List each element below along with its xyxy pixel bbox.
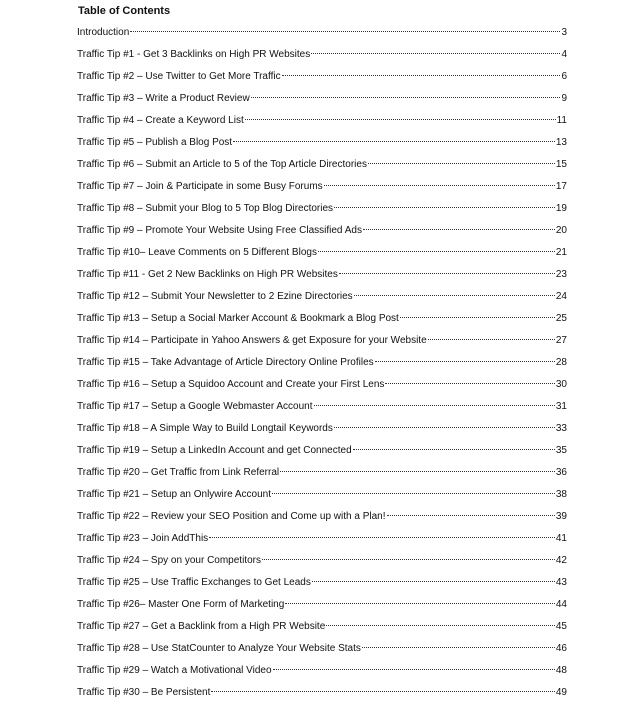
toc-entry[interactable] — [77, 464, 567, 486]
dot-leader — [282, 75, 561, 76]
toc-entry-title[interactable]: Traffic Tip #6 – Submit an Article to 5 of the Top Article Directories — [77, 159, 367, 170]
toc-entry-page-number[interactable]: 25 — [555, 313, 567, 324]
toc-entry-title[interactable]: Traffic Tip #12 – Submit Your Newsletter to 2 Ezine Directories — [77, 291, 353, 302]
toc-entry-page-number[interactable]: 11 — [556, 115, 567, 126]
toc-entry[interactable] — [77, 200, 567, 222]
dot-leader — [354, 295, 555, 296]
toc-entry-title[interactable]: Traffic Tip #13 – Setup a Social Marker Account & Bookmark a Blog Post — [77, 313, 399, 324]
toc-entry-title[interactable]: Traffic Tip #23 – Join AddThis — [77, 533, 209, 544]
dot-leader — [209, 537, 555, 538]
dot-leader — [353, 449, 555, 450]
toc-entry-title[interactable]: Traffic Tip #4 – Create a Keyword List — [77, 115, 244, 126]
toc-entry-page-number[interactable]: 21 — [555, 247, 567, 258]
toc-list — [77, 24, 567, 706]
dot-leader — [385, 383, 554, 384]
toc-entry[interactable] — [77, 684, 567, 706]
dot-leader — [262, 559, 555, 560]
toc-entry[interactable] — [77, 310, 567, 332]
toc-entry[interactable] — [77, 112, 567, 134]
toc-entry-title[interactable]: Traffic Tip #7 – Join & Participate in some Busy Forums — [77, 181, 323, 192]
dot-leader — [285, 603, 555, 604]
toc-entry-page-number[interactable]: 49 — [555, 687, 567, 698]
dot-leader — [311, 53, 560, 54]
toc-entry-page-number[interactable]: 36 — [555, 467, 567, 478]
toc-entry-page-number[interactable]: 17 — [555, 181, 567, 192]
dot-leader — [375, 361, 555, 362]
toc-entry[interactable] — [77, 486, 567, 508]
toc-entry-page-number[interactable]: 41 — [555, 533, 567, 544]
toc-entry-page-number[interactable]: 3 — [561, 27, 567, 38]
toc-entry-title[interactable]: Traffic Tip #2 – Use Twitter to Get More Traffic — [77, 71, 281, 82]
dot-leader — [312, 581, 555, 582]
toc-entry-page-number[interactable]: 33 — [555, 423, 567, 434]
toc-entry-title[interactable]: Traffic Tip #17 – Setup a Google Webmaster Account — [77, 401, 313, 412]
dot-leader — [362, 647, 555, 648]
toc-entry-page-number[interactable]: 13 — [555, 137, 567, 148]
toc-entry[interactable] — [77, 24, 567, 46]
dot-leader — [387, 515, 555, 516]
dot-leader — [280, 471, 555, 472]
dot-leader — [130, 31, 560, 32]
toc-entry-page-number[interactable]: 4 — [561, 49, 567, 60]
toc-entry[interactable] — [77, 178, 567, 200]
toc-entry[interactable] — [77, 354, 567, 376]
toc-entry-title[interactable]: Traffic Tip #16 – Setup a Squidoo Account and Create your First Lens — [77, 379, 385, 390]
toc-entry-page-number[interactable]: 27 — [555, 335, 567, 346]
toc-entry[interactable] — [77, 442, 567, 464]
toc-entry[interactable] — [77, 508, 567, 530]
toc-entry-page-number[interactable]: 15 — [555, 159, 567, 170]
dot-leader — [324, 185, 555, 186]
toc-entry-title[interactable]: Traffic Tip #22 – Review your SEO Position and Come up with a Plan! — [77, 511, 386, 522]
page-title: Table of Contents — [78, 5, 171, 17]
toc-entry-page-number[interactable]: 19 — [555, 203, 567, 214]
toc-entry-page-number[interactable]: 43 — [555, 577, 567, 588]
dot-leader — [251, 97, 561, 98]
toc-entry-title[interactable]: Traffic Tip #27 – Get a Backlink from a High PR Website — [77, 621, 326, 632]
toc-entry-title[interactable]: Traffic Tip #26– Master One Form of Marketing — [77, 599, 285, 610]
toc-entry-title[interactable]: Traffic Tip #30 – Be Persistent — [77, 687, 211, 698]
toc-entry-page-number[interactable]: 42 — [555, 555, 567, 566]
toc-entry-page-number[interactable]: 28 — [555, 357, 567, 368]
toc-entry-page-number[interactable]: 20 — [555, 225, 567, 236]
toc-entry-page-number[interactable]: 35 — [555, 445, 567, 456]
dot-leader — [273, 669, 555, 670]
toc-entry[interactable] — [77, 420, 567, 442]
toc-entry-page-number[interactable]: 23 — [555, 269, 567, 280]
toc-entry[interactable] — [77, 618, 567, 640]
toc-entry-page-number[interactable]: 44 — [555, 599, 567, 610]
toc-entry-page-number[interactable]: 39 — [555, 511, 567, 522]
toc-entry-title[interactable]: Introduction — [77, 27, 130, 38]
toc-entry-page-number[interactable]: 45 — [555, 621, 567, 632]
toc-entry-title[interactable]: Traffic Tip #20 – Get Traffic from Link Referral — [77, 467, 280, 478]
toc-entry[interactable] — [77, 574, 567, 596]
toc-entry[interactable] — [77, 90, 567, 112]
toc-entry-title[interactable]: Traffic Tip #25 – Use Traffic Exchanges to Get Leads — [77, 577, 311, 588]
toc-entry-page-number[interactable]: 24 — [555, 291, 567, 302]
toc-entry-page-number[interactable]: 31 — [555, 401, 567, 412]
dot-leader — [339, 273, 555, 274]
toc-entry[interactable] — [77, 266, 567, 288]
toc-entry-page-number[interactable]: 46 — [555, 643, 567, 654]
toc-entry-title[interactable]: Traffic Tip #14 – Participate in Yahoo Answers & get Exposure for your Website — [77, 335, 427, 346]
dot-leader — [326, 625, 555, 626]
toc-entry-title[interactable]: Traffic Tip #11 - Get 2 New Backlinks on High PR Websites — [77, 269, 338, 280]
toc-entry[interactable] — [77, 222, 567, 244]
dot-leader — [245, 119, 556, 120]
toc-entry[interactable] — [77, 398, 567, 420]
toc-entry-title[interactable]: Traffic Tip #8 – Submit your Blog to 5 Top Blog Directories — [77, 203, 334, 214]
toc-entry[interactable] — [77, 134, 567, 156]
toc-entry[interactable] — [77, 530, 567, 552]
toc-entry[interactable] — [77, 156, 567, 178]
toc-entry-title[interactable]: Traffic Tip #24 – Spy on your Competitors — [77, 555, 261, 566]
toc-entry[interactable] — [77, 662, 567, 684]
dot-leader — [334, 207, 555, 208]
toc-entry-title[interactable]: Traffic Tip #28 – Use StatCounter to Analyze Your Website Stats — [77, 643, 361, 654]
dot-leader — [272, 493, 555, 494]
dot-leader — [211, 691, 554, 692]
toc-entry-title[interactable]: Traffic Tip #10– Leave Comments on 5 Different Blogs — [77, 247, 317, 258]
dot-leader — [368, 163, 555, 164]
toc-entry-title[interactable]: Traffic Tip #19 – Setup a LinkedIn Account and get Connected — [77, 445, 352, 456]
toc-entry-page-number[interactable]: 30 — [555, 379, 567, 390]
dot-leader — [334, 427, 555, 428]
toc-entry-page-number[interactable]: 38 — [555, 489, 567, 500]
toc-entry-title[interactable]: Traffic Tip #29 – Watch a Motivational Video — [77, 665, 272, 676]
dot-leader — [363, 229, 555, 230]
toc-entry[interactable] — [77, 244, 567, 266]
toc-entry[interactable] — [77, 596, 567, 618]
toc-entry-page-number[interactable]: 48 — [555, 665, 567, 676]
toc-entry-page-number[interactable]: 9 — [561, 93, 567, 104]
dot-leader — [428, 339, 555, 340]
toc-entry[interactable] — [77, 46, 567, 68]
toc-entry-title[interactable]: Traffic Tip #1 - Get 3 Backlinks on High PR Websites — [77, 49, 311, 60]
toc-entry-title[interactable]: Traffic Tip #9 – Promote Your Website Using Free Classified Ads — [77, 225, 362, 236]
dot-leader — [314, 405, 555, 406]
dot-leader — [400, 317, 555, 318]
toc-entry[interactable] — [77, 288, 567, 310]
toc-entry-page-number[interactable]: 6 — [561, 71, 567, 82]
toc-entry[interactable] — [77, 376, 567, 398]
dot-leader — [318, 251, 555, 252]
toc-entry[interactable] — [77, 640, 567, 662]
toc-entry[interactable] — [77, 68, 567, 90]
toc-entry-title[interactable]: Traffic Tip #18 – A Simple Way to Build Longtail Keywords — [77, 423, 333, 434]
toc-entry-title[interactable]: Traffic Tip #5 – Publish a Blog Post — [77, 137, 233, 148]
toc-entry-title[interactable]: Traffic Tip #21 – Setup an Onlywire Account — [77, 489, 271, 500]
toc-entry-title[interactable]: Traffic Tip #15 – Take Advantage of Article Directory Online Profiles — [77, 357, 374, 368]
dot-leader — [233, 141, 555, 142]
toc-entry-title[interactable]: Traffic Tip #3 – Write a Product Review — [77, 93, 250, 104]
toc-entry[interactable] — [77, 332, 567, 354]
toc-entry[interactable] — [77, 552, 567, 574]
